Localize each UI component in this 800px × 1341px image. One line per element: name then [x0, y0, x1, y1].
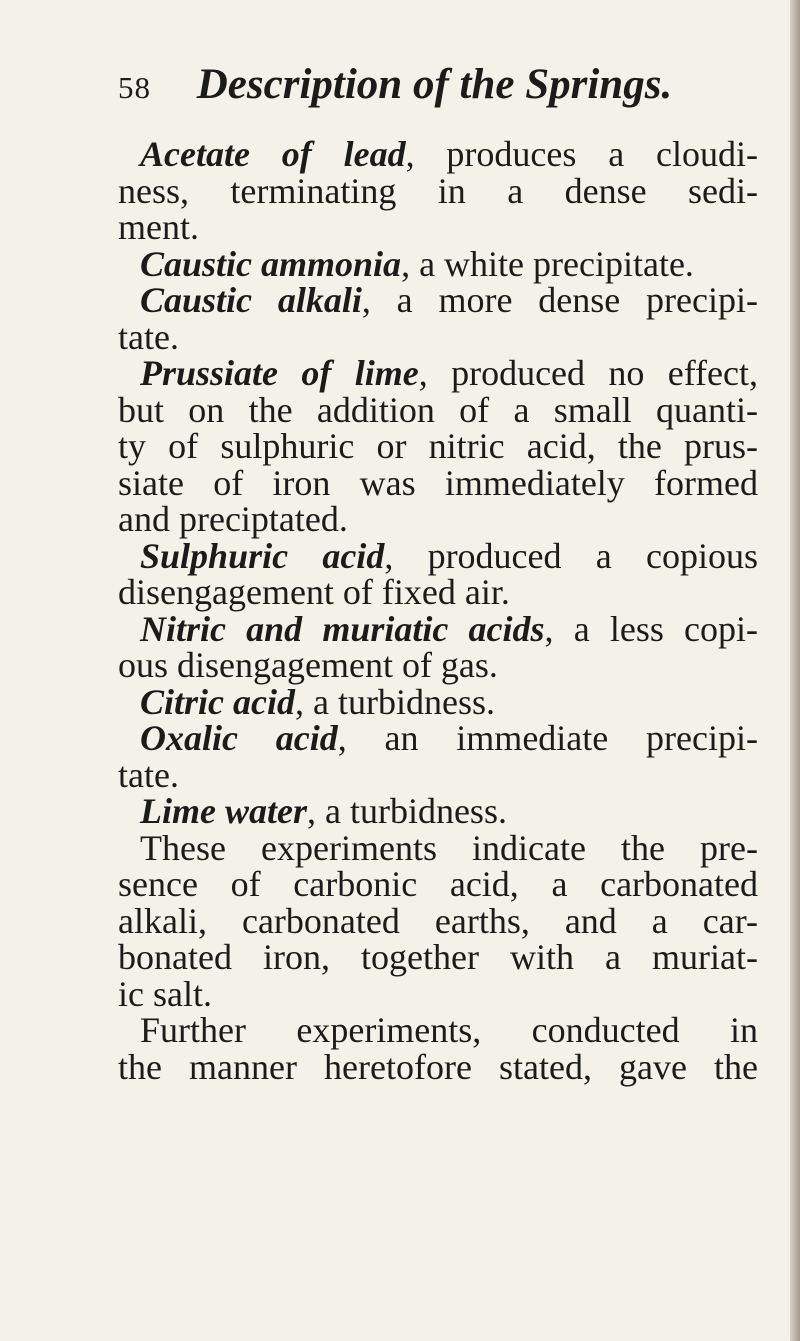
- text-line: [118, 136, 758, 173]
- line-text: , produced no effect,: [418, 353, 758, 393]
- line-text: , a more dense precipi-: [361, 280, 758, 320]
- line-text: , a turbidness.: [295, 681, 495, 722]
- italic-term: Oxalic acid: [140, 718, 338, 758]
- italic-term: Lime water: [140, 791, 307, 831]
- italic-term: Acetate of lead: [140, 134, 406, 174]
- line-text: bonated iron, together with a muriat-: [118, 937, 758, 977]
- line-text: but on the addition of a small quanti-: [118, 389, 758, 430]
- text-line: [118, 754, 758, 795]
- line-text: Further experiments, conducted in: [140, 1010, 758, 1050]
- line-text: , an immediate precipi-: [337, 718, 758, 758]
- page-edge: [790, 0, 800, 1341]
- text-line: [118, 827, 758, 868]
- italic-term: Caustic ammonia: [140, 243, 402, 284]
- text-line: [118, 316, 758, 357]
- italic-term: Citric acid: [140, 681, 295, 722]
- text-line: [118, 535, 758, 576]
- line-text: , produces a cloudi-: [405, 134, 759, 174]
- text-line: [118, 647, 758, 684]
- line-text: tate.: [118, 754, 179, 795]
- line-text: sence of carbonic acid, a carbonated: [118, 864, 758, 904]
- text-line: [118, 355, 758, 392]
- text-line: [118, 574, 758, 611]
- text-line: [118, 170, 758, 211]
- line-text: ous disengagement of gas.: [118, 645, 498, 685]
- page-title: Description of the Springs.: [196, 61, 673, 108]
- text-line: [118, 389, 758, 430]
- text-line: [118, 501, 758, 538]
- text-line: [118, 866, 758, 903]
- text-line: [118, 720, 758, 757]
- text-line: [118, 681, 758, 722]
- line-text: , produced a copious: [384, 535, 758, 576]
- line-text: alkali, carbonated earths, and a car-: [118, 900, 758, 941]
- running-head: [118, 60, 738, 120]
- line-text: ic salt.: [118, 973, 212, 1014]
- line-text: , a less copi-: [544, 608, 758, 649]
- body-text: [118, 136, 758, 1085]
- text-line: [118, 1012, 758, 1049]
- text-line: [118, 209, 758, 246]
- text-line: [118, 1046, 758, 1087]
- text-line: [118, 973, 758, 1014]
- text-line: [118, 462, 758, 503]
- text-line: [118, 900, 758, 941]
- line-text: , a white precipitate.: [401, 243, 694, 284]
- italic-term: Sulphuric acid: [140, 535, 385, 576]
- page-number: 58: [118, 70, 151, 105]
- text-line: [118, 428, 758, 465]
- italic-term: Nitric and muriatic acids: [140, 608, 545, 649]
- line-text: ty of sulphuric or nitric acid, the prus-: [118, 426, 758, 466]
- text-line: [118, 608, 758, 649]
- italic-term: Prussiate of lime: [140, 353, 419, 393]
- line-text: and preciptated.: [118, 499, 348, 539]
- line-text: These experiments indicate the pre-: [140, 827, 758, 868]
- line-text: ness, terminating in a dense sedi-: [118, 170, 758, 211]
- line-text: siate of iron was immediately formed: [118, 462, 758, 503]
- italic-term: Caustic alkali: [140, 280, 362, 320]
- line-text: the manner heretofore stated, gave the: [118, 1046, 758, 1087]
- line-text: , a turbidness.: [306, 791, 507, 831]
- text-line: [118, 793, 758, 830]
- line-text: disengagement of fixed air.: [118, 572, 510, 612]
- line-text: ment.: [118, 207, 199, 247]
- text-line: [118, 243, 758, 284]
- line-text: tate.: [118, 316, 179, 357]
- text-line: [118, 282, 758, 319]
- text-line: [118, 939, 758, 976]
